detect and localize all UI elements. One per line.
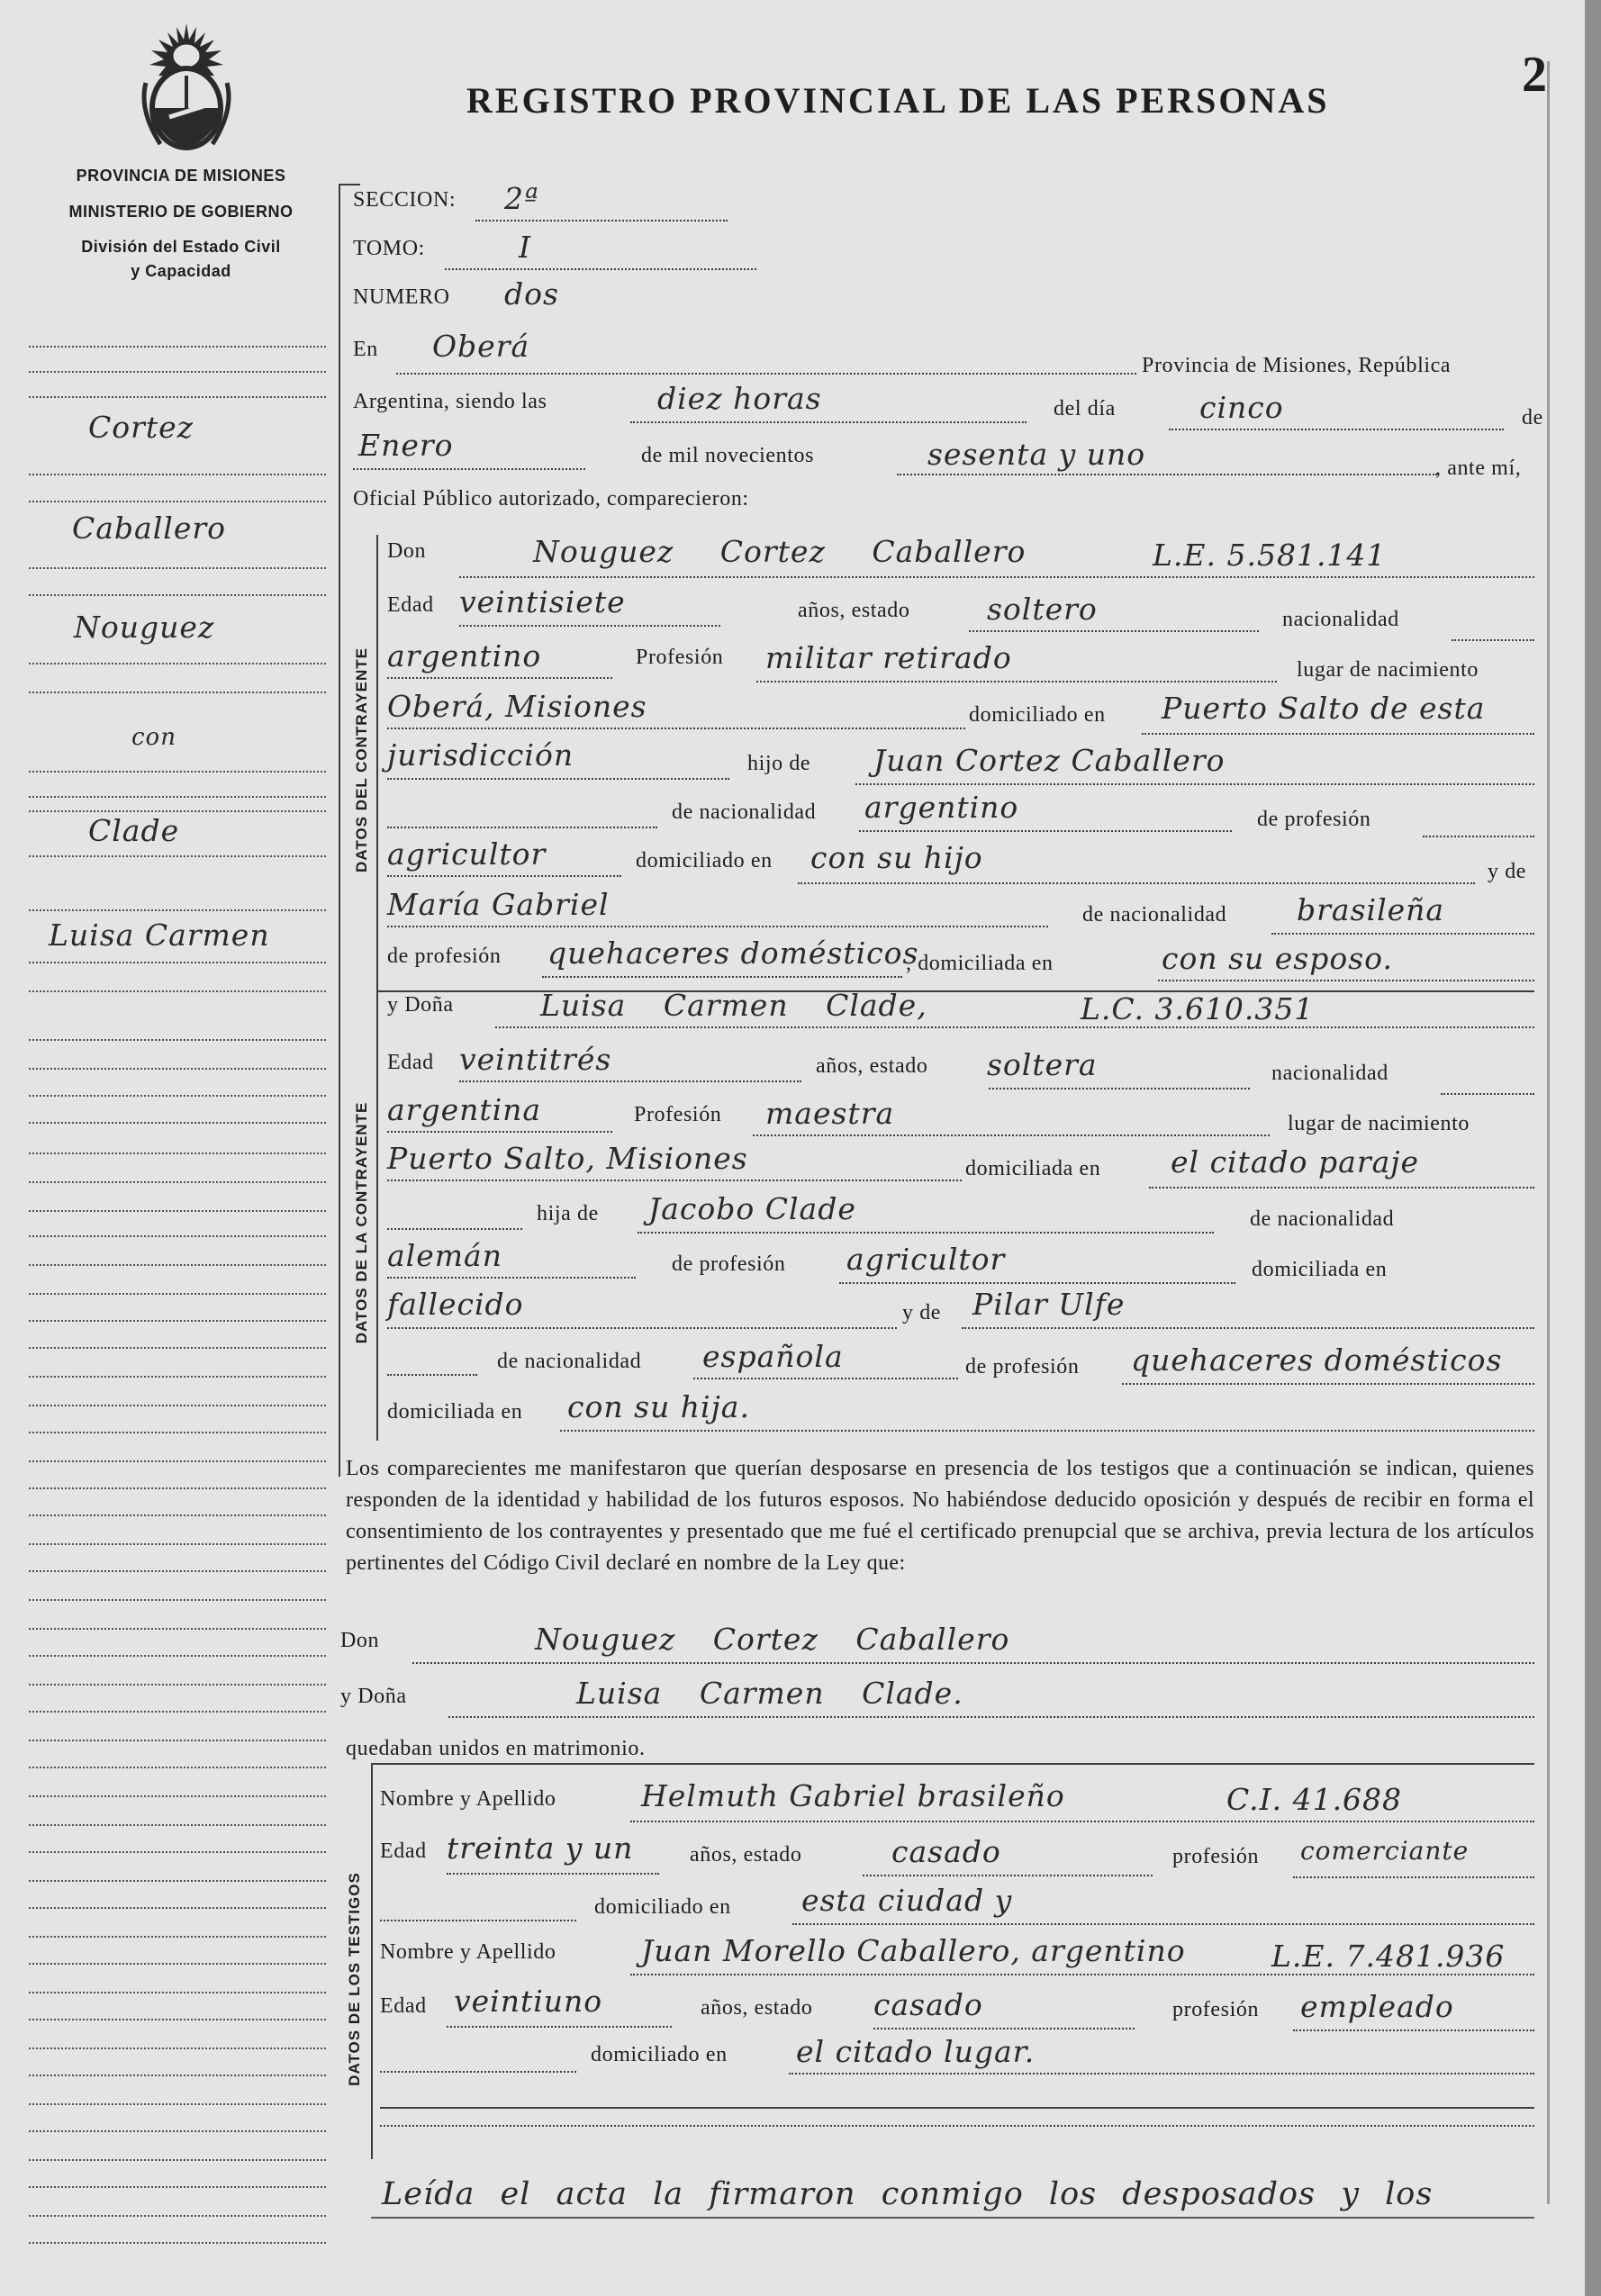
value-don-final: Nouguez Cortez Caballero <box>535 1622 1010 1657</box>
label-del-dia: del día <box>1054 397 1116 420</box>
value-groom-padre-nac: argentino <box>864 790 1019 825</box>
label-nacionalidad: nacionalidad <box>1282 608 1399 631</box>
label-y-de: y de <box>1488 860 1527 883</box>
label-ante-mi: , ante mí, <box>1435 456 1522 480</box>
label-anos-estado-w1: años, estado <box>690 1843 802 1867</box>
label-edad-w1: Edad <box>380 1840 427 1863</box>
value-bride-madre-nac: española <box>702 1339 844 1374</box>
value-bride-nombre: Luisa Carmen Clade, <box>540 988 927 1023</box>
label-y-de-2: y de <box>902 1301 942 1324</box>
value-bride-padre-prof: agricultor <box>846 1242 1006 1277</box>
value-bride-estado: soltera <box>987 1047 1098 1082</box>
value-groom-padre-prof: agricultor <box>387 836 547 872</box>
value-bride-domicilio: el citado paraje <box>1171 1144 1420 1180</box>
margin-name-5: Luisa Carmen <box>49 917 270 953</box>
label-domiciliada-en-2: domiciliada en <box>1252 1258 1388 1281</box>
value-seccion: 2ª <box>504 181 539 216</box>
label-de: de <box>1522 406 1543 429</box>
label-domiciliada-en: domiciliada en <box>965 1157 1101 1180</box>
division-line-2: y Capacidad <box>131 262 231 280</box>
label-lugar-nac-2: lugar de nacimiento <box>1288 1112 1470 1135</box>
value-groom-nacionalidad: argentino <box>387 638 542 673</box>
value-witness2-edad: veintiuno <box>454 1984 603 2019</box>
value-witness1-domicilio: esta ciudad y <box>801 1883 1013 1918</box>
label-domiciliado-en: domiciliado en <box>969 703 1106 727</box>
label-nacionalidad-2: nacionalidad <box>1271 1062 1388 1085</box>
label-nombre-apellido-2: Nombre y Apellido <box>380 1940 556 1964</box>
label-seccion: SECCION: <box>353 188 457 212</box>
label-tomo: TOMO: <box>353 237 425 260</box>
label-y-dona: y Doña <box>387 993 454 1017</box>
section-label-groom: DATOS DEL CONTRAYENTE <box>353 647 370 872</box>
value-bride-documento: L.C. 3.610.351 <box>1081 991 1315 1026</box>
closing-text: Leída el acta la firmaron conmigo los desposados y los <box>382 2176 1434 2212</box>
label-nombre-apellido-1: Nombre y Apellido <box>380 1787 556 1811</box>
value-groom-estado: soltero <box>987 592 1098 627</box>
label-numero: NUMERO <box>353 285 450 309</box>
value-witness2-documento: L.E. 7.481.936 <box>1271 1939 1506 1974</box>
value-witness1-estado: casado <box>891 1834 1001 1869</box>
value-bride-madre: Pilar Ulfe <box>972 1287 1126 1322</box>
value-bride-padre-nac: alemán <box>387 1238 502 1273</box>
margin-name-3: Nouguez <box>74 610 215 645</box>
value-bride-nacionalidad: argentina <box>387 1092 542 1127</box>
coat-of-arms-icon <box>133 20 240 155</box>
label-edad-w2: Edad <box>380 1994 427 2018</box>
label-profesion-2: Profesión <box>634 1103 722 1126</box>
label-oficial: Oficial Público autorizado, comparecieron: <box>353 487 749 511</box>
value-bride-profesion: maestra <box>765 1096 895 1131</box>
value-witness2-profesion: empleado <box>1300 1989 1454 2024</box>
label-edad-2: Edad <box>387 1051 434 1074</box>
value-witness2-estado: casado <box>873 1987 983 2022</box>
label-domiciliado-w2: domiciliado en <box>591 2043 728 2066</box>
value-hora: diez horas <box>657 381 822 416</box>
value-bride-padre-dom: fallecido <box>387 1287 524 1322</box>
label-de-nacionalidad: de nacionalidad <box>672 800 817 824</box>
label-de-nacionalidad-2: de nacionalidad <box>1082 903 1227 927</box>
value-groom-padre-dom: con su hijo <box>810 840 983 875</box>
province-name: PROVINCIA DE MISIONES <box>76 167 286 185</box>
label-hija-de: hija de <box>537 1202 599 1225</box>
margin-name-4: Clade <box>88 813 180 848</box>
label-de-profesion-4: de profesión <box>965 1355 1080 1379</box>
margin-connector: con <box>131 724 176 751</box>
label-domiciliado-en-2: domiciliado en <box>636 849 773 872</box>
value-dona-final: Luisa Carmen Clade. <box>576 1676 963 1711</box>
label-domiciliada-short: domiciliada en <box>387 1400 523 1424</box>
value-numero: dos <box>504 276 559 312</box>
label-quedaban: quedaban unidos en matrimonio. <box>346 1737 646 1760</box>
label-en: En <box>353 338 378 361</box>
label-anos-estado: años, estado <box>798 599 910 622</box>
value-groom-madre: María Gabriel <box>387 887 610 922</box>
value-bride-lugar-nac: Puerto Salto, Misiones <box>387 1141 748 1176</box>
value-bride-madre-prof: quehaceres domésticos <box>1131 1342 1503 1378</box>
label-don-final: Don <box>340 1629 380 1652</box>
margin-name-2: Caballero <box>72 511 227 546</box>
value-anio: sesenta y uno <box>927 437 1146 472</box>
value-witness2-nombre: Juan Morello Caballero, argentino <box>641 1933 1186 1968</box>
value-groom-edad: veintisiete <box>459 584 626 619</box>
label-hijo-de: hijo de <box>747 752 811 775</box>
value-mes: Enero <box>358 428 454 463</box>
label-provincia: Provincia de Misiones, República <box>1142 354 1452 377</box>
value-tomo: I <box>519 230 532 265</box>
value-lugar: Oberá <box>432 329 530 364</box>
label-de-profesion-3: de profesión <box>672 1252 786 1276</box>
value-bride-madre-dom: con su hija. <box>567 1389 750 1424</box>
value-groom-nombre: Nouguez Cortez Caballero <box>533 534 1027 569</box>
label-de-nacionalidad-3: de nacionalidad <box>1250 1207 1395 1231</box>
value-witness1-documento: C.I. 41.688 <box>1226 1782 1403 1817</box>
value-witness1-profesion: comerciante <box>1300 1836 1470 1866</box>
value-dia: cinco <box>1199 390 1284 425</box>
label-de-profesion: de profesión <box>1257 808 1371 831</box>
label-edad: Edad <box>387 593 434 617</box>
page-title: REGISTRO PROVINCIAL DE LAS PERSONAS <box>466 80 1330 121</box>
label-dona-final: y Doña <box>340 1685 407 1708</box>
declaration-paragraph: Los comparecientes me manifestaron que querían desposarse en presencia de los testigos que a continuación se indican, quienes responden de la identidad y habilidad de los futuros esposos. No habiéndose deducido oposición y después de recibir en forma el consentimiento de los contrayentes y presentado que me fué el certificado prenupcial que se archiva, previa lectura de los artículos pertinentes del Código Civil declaré en nombre de la Ley que: <box>346 1457 1534 1575</box>
value-bride-edad: veintitrés <box>459 1042 612 1077</box>
label-profesion: Profesión <box>636 646 724 669</box>
value-groom-profesion: militar retirado <box>765 640 1012 675</box>
label-domiciliada-en-short: , domiciliada en <box>906 952 1054 975</box>
margin-name-1: Cortez <box>88 410 194 445</box>
label-lugar-nac: lugar de nacimiento <box>1297 658 1479 682</box>
label-anos-estado-2: años, estado <box>816 1054 928 1078</box>
value-groom-domicilio-2: jurisdicción <box>387 737 574 773</box>
value-groom-padre: Juan Cortez Caballero <box>873 743 1226 778</box>
label-anos-estado-w2: años, estado <box>701 1996 813 2020</box>
section-label-witnesses: DATOS DE LOS TESTIGOS <box>346 1872 363 2086</box>
page-number: 2 <box>1522 47 1547 103</box>
value-groom-madre-dom: con su esposo. <box>1162 941 1393 976</box>
value-groom-documento: L.E. 5.581.141 <box>1153 538 1387 573</box>
value-groom-lugar-nac: Oberá, Misiones <box>387 689 647 724</box>
label-de-nacionalidad-4: de nacionalidad <box>497 1350 642 1373</box>
value-witness1-edad: treinta y un <box>447 1830 634 1866</box>
value-bride-padre: Jacobo Clade <box>648 1191 856 1226</box>
label-don: Don <box>387 539 427 563</box>
label-de-mil: de mil novecientos <box>641 444 815 467</box>
label-domiciliado-w1: domiciliado en <box>594 1895 731 1919</box>
value-groom-domicilio-1: Puerto Salto de esta <box>1162 691 1486 726</box>
ministry-name: MINISTERIO DE GOBIERNO <box>68 203 294 221</box>
division-line-1: División del Estado Civil <box>81 238 281 256</box>
value-witness1-nombre: Helmuth Gabriel brasileño <box>641 1778 1065 1813</box>
value-witness2-domicilio: el citado lugar. <box>796 2034 1036 2069</box>
label-de-profesion-2: de profesión <box>387 945 502 968</box>
value-groom-madre-prof: quehaceres domésticos <box>547 936 919 971</box>
label-profesion-w1: profesión <box>1172 1845 1260 1868</box>
section-label-bride: DATOS DE LA CONTRAYENTE <box>353 1101 370 1344</box>
label-profesion-w2: profesión <box>1172 1998 1260 2021</box>
label-argentina-siendo: Argentina, siendo las <box>353 390 547 413</box>
value-groom-madre-nac: brasileña <box>1297 892 1445 927</box>
